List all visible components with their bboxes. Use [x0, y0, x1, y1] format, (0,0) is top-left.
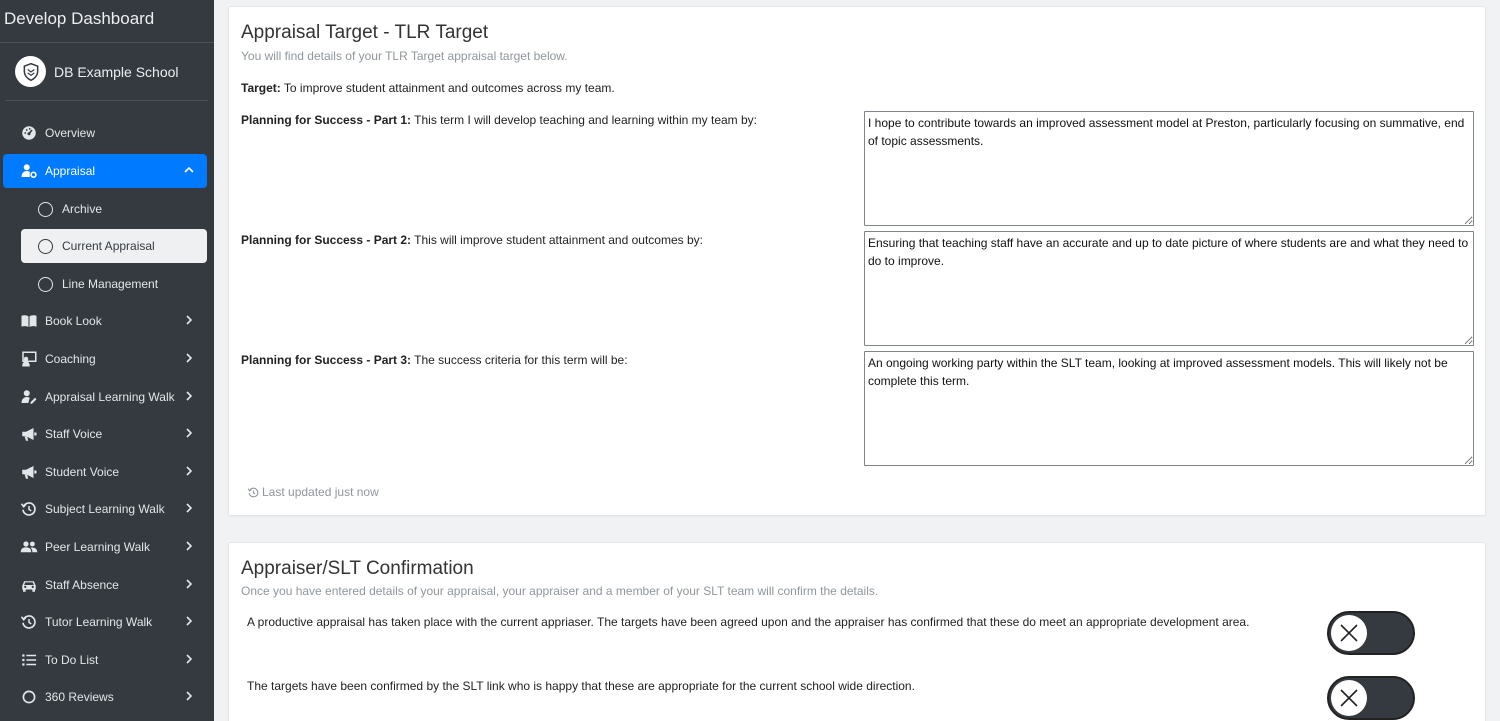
chevron-right-icon — [183, 502, 195, 514]
school-selector[interactable] — [6, 43, 208, 101]
sidebar-item-360-reviews[interactable] — [3, 680, 207, 714]
chevron-right-icon — [183, 653, 195, 665]
sidebar-item-label: Tutor Learning Walk — [45, 615, 153, 629]
last-updated-text: Last updated just now — [262, 485, 379, 499]
history-icon — [247, 486, 260, 499]
card-subtitle: You will find details of your TLR Target appraisal target below. — [241, 49, 568, 63]
close-icon — [1337, 686, 1361, 710]
history-icon — [18, 500, 40, 518]
chevron-right-icon — [183, 615, 195, 627]
dashboard-gauge-icon — [18, 124, 40, 142]
last-updated — [247, 485, 379, 499]
sidebar-item-label: Staff Absence — [45, 578, 119, 592]
card-title: Appraisal Target - TLR Target — [241, 22, 489, 43]
sidebar-item-label: Coaching — [45, 352, 96, 366]
book-open-icon — [18, 312, 40, 330]
slt-confirm-toggle[interactable] — [1327, 676, 1415, 720]
sidebar-item-to-do-list[interactable] — [3, 643, 207, 677]
chevron-right-icon — [183, 390, 195, 402]
target-row — [241, 81, 615, 95]
confirm-statement-slt: The targets have been confirmed by the SLT link who is happy that these are appropriate for the current school wide direction. — [247, 679, 915, 693]
toggle-knob — [1331, 680, 1367, 716]
chevron-right-icon — [183, 352, 195, 364]
user-cog-icon — [18, 162, 40, 180]
sidebar-item-subject-learning-walk[interactable] — [3, 492, 207, 526]
chevron-right-icon — [183, 465, 195, 477]
sidebar-item-appraisal-learning-walk[interactable] — [3, 380, 207, 414]
part-1-row — [241, 113, 757, 127]
part-3-text: The success criteria for this term will be: — [414, 353, 628, 367]
part-2-label: Planning for Success - Part 2: — [241, 233, 412, 247]
megaphone-icon — [18, 425, 40, 443]
history-icon — [18, 613, 40, 631]
megaphone-icon — [18, 463, 40, 481]
sidebar-item-label: Book Look — [45, 314, 102, 328]
sidebar-subitem-archive[interactable] — [21, 192, 207, 226]
appraiser-confirm-toggle[interactable] — [1327, 611, 1415, 655]
sidebar-item-label: Peer Learning Walk — [45, 540, 150, 554]
sidebar-subitem-label: Current Appraisal — [62, 239, 155, 253]
app-title: Develop Dashboard — [0, 0, 214, 43]
circle-notch-icon — [18, 688, 40, 706]
sidebar-item-label: Staff Voice — [45, 427, 103, 441]
chevron-right-icon — [183, 427, 195, 439]
part-3-label: Planning for Success - Part 3: — [241, 353, 412, 367]
confirmation-card — [228, 542, 1486, 721]
sidebar-item-staff-absence[interactable] — [3, 568, 207, 602]
sidebar-subitem-label: Archive — [62, 202, 103, 216]
sidebar-subitem-label: Line Management — [62, 277, 159, 291]
sidebar-item-overview[interactable] — [3, 116, 207, 150]
chevron-up-icon — [183, 164, 195, 176]
chevron-right-icon — [183, 314, 195, 326]
circle-icon — [38, 202, 53, 217]
part-2-row — [241, 233, 703, 247]
car-icon — [18, 576, 40, 594]
sidebar-item-label: Subject Learning Walk — [45, 502, 165, 516]
target-text: To improve student attainment and outcomes across my team. — [283, 81, 615, 95]
part-2-text: This will improve student attainment and outcomes by: — [414, 233, 703, 247]
user-edit-icon — [18, 388, 40, 406]
confirm-statement-appraiser: A productive appraisal has taken place with the current appriaser. The targets have been agreed upon and the appraiser has confirmed that these do meet an appropriate development area. — [247, 615, 1250, 629]
part-2-textarea[interactable] — [864, 231, 1474, 346]
sidebar-item-label: Student Voice — [45, 465, 120, 479]
close-icon — [1337, 621, 1361, 645]
users-icon — [18, 538, 40, 556]
card-title: Appraiser/SLT Confirmation — [241, 558, 474, 579]
sidebar-item-appraisal[interactable] — [3, 154, 207, 188]
sidebar-item-staff-voice[interactable] — [3, 417, 207, 451]
sidebar-item-student-voice[interactable] — [3, 455, 207, 489]
sidebar-item-coaching[interactable] — [3, 342, 207, 376]
list-icon — [18, 651, 40, 669]
sidebar-item-label: 360 Reviews — [45, 690, 114, 704]
sidebar-item-label: Overview — [45, 126, 96, 140]
sidebar-subitem-line-management[interactable] — [21, 267, 207, 301]
sidebar-subitem-current-appraisal[interactable] — [21, 229, 207, 263]
chevron-right-icon — [183, 540, 195, 552]
card-subtitle: Once you have entered details of your appraisal, your appraiser and a member of your SLT team will confirm the details. — [241, 584, 879, 598]
sidebar — [0, 0, 214, 721]
part-1-label: Planning for Success - Part 1: — [241, 113, 412, 127]
part-1-textarea[interactable] — [864, 111, 1474, 226]
part-1-text: This term I will develop teaching and learning within my team by: — [414, 113, 757, 127]
sidebar-item-label: Appraisal Learning Walk — [45, 390, 175, 404]
school-crest-icon — [15, 56, 46, 87]
sidebar-item-label: To Do List — [45, 653, 99, 667]
toggle-knob — [1331, 615, 1367, 651]
circle-icon — [38, 277, 53, 292]
chevron-right-icon — [183, 578, 195, 590]
target-label: Target: — [241, 81, 281, 95]
chevron-right-icon — [183, 690, 195, 702]
sidebar-item-tutor-learning-walk[interactable] — [3, 605, 207, 639]
sidebar-item-label: Appraisal — [45, 164, 96, 178]
sidebar-item-peer-learning-walk[interactable] — [3, 530, 207, 564]
appraisal-target-card — [228, 6, 1486, 516]
part-3-textarea[interactable] — [864, 351, 1474, 466]
school-name: DB Example School — [54, 63, 179, 80]
chalkboard-teacher-icon — [18, 350, 40, 368]
part-3-row — [241, 353, 628, 367]
circle-icon — [38, 239, 53, 254]
sidebar-item-book-look[interactable] — [3, 304, 207, 338]
